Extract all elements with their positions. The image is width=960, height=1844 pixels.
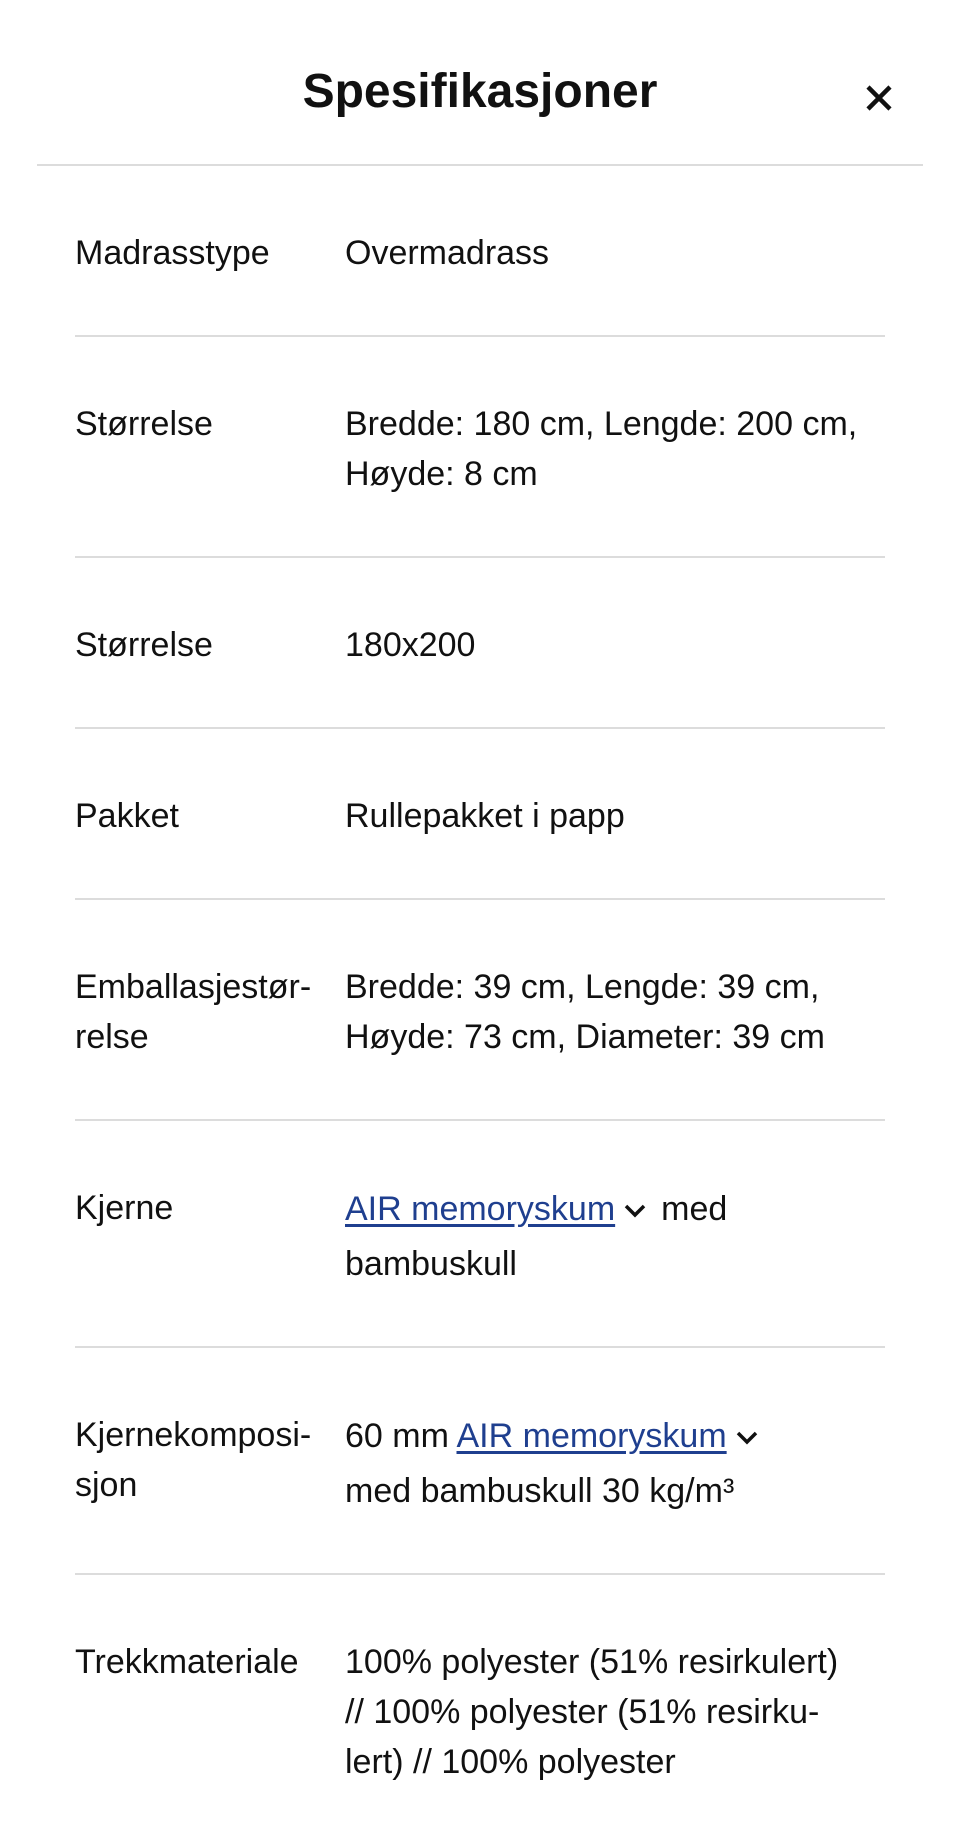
spec-row-madrasstype xyxy=(75,166,885,337)
spec-value-text: 60 mm xyxy=(345,1416,449,1455)
spec-label-line: Størrelse xyxy=(75,405,213,443)
spec-value xyxy=(345,791,885,841)
spec-value-text: med xyxy=(661,1189,728,1228)
spec-value-line xyxy=(345,1410,885,1466)
spec-value-line: Bredde: 39 cm, Lengde: 39 cm, xyxy=(345,968,820,1006)
spec-row-emballasjestorrelse xyxy=(75,900,885,1121)
spec-list xyxy=(75,166,885,1844)
spec-value-line: Rullepakket i papp xyxy=(345,797,625,835)
chevron-down-icon[interactable] xyxy=(735,1410,759,1460)
spec-value xyxy=(345,620,885,670)
spec-value xyxy=(345,1637,885,1787)
spec-label-line: Kjernekomposi- xyxy=(75,1416,312,1454)
spec-label: Madrasstype xyxy=(75,234,270,272)
spec-value xyxy=(345,399,885,499)
spec-label: Trekkmateriale xyxy=(75,1643,299,1681)
spec-value-line: Høyde: 8 cm xyxy=(345,455,538,493)
spec-value-line: med bambuskull 30 kg/m³ xyxy=(345,1472,735,1510)
spec-value xyxy=(345,1183,885,1289)
chevron-down-icon[interactable] xyxy=(623,1183,647,1233)
close-icon xyxy=(864,83,894,113)
spec-label-line: Emballasjestør- xyxy=(75,968,312,1006)
spec-label: Kjerne xyxy=(75,1189,174,1227)
spec-row-pakket xyxy=(75,729,885,900)
spec-label xyxy=(75,1410,345,1516)
spec-value xyxy=(345,962,885,1062)
spec-value-line: bambuskull xyxy=(345,1245,517,1283)
spec-row-kjerne xyxy=(75,1121,885,1348)
spec-row-trekkmateriale xyxy=(75,1575,885,1844)
spec-value-line: Høyde: 73 cm, Diameter: 39 cm xyxy=(345,1018,825,1056)
air-memoryskum-link[interactable]: AIR memoryskum xyxy=(456,1416,727,1455)
spec-label xyxy=(75,962,345,1062)
spec-value xyxy=(345,228,885,278)
spec-value-line: 180x200 xyxy=(345,626,476,664)
spec-value-line: Bredde: 180 cm, Lengde: 200 cm, xyxy=(345,405,858,443)
dialog-header xyxy=(37,0,923,166)
spec-label: Pakket xyxy=(75,797,179,835)
spec-value-line: // 100% polyester (51% resirku- xyxy=(345,1693,820,1731)
spec-value-line: lert) // 100% polyester xyxy=(345,1743,676,1781)
spec-value xyxy=(345,1410,885,1516)
spec-label xyxy=(75,399,345,499)
spec-value-line: Overmadrass xyxy=(345,234,550,272)
air-memoryskum-link[interactable]: AIR memoryskum xyxy=(345,1189,616,1228)
spec-label: Størrelse xyxy=(75,626,213,664)
spec-row-storrelse-dimensions xyxy=(75,337,885,558)
page-title: Spesifikasjoner xyxy=(302,65,658,118)
spec-label-line: sjon xyxy=(75,1466,138,1504)
close-button[interactable] xyxy=(855,74,903,122)
spec-value-line xyxy=(345,1183,885,1239)
spec-label-line: relse xyxy=(75,1018,149,1056)
spec-value-line: 100% polyester (51% resirkulert) xyxy=(345,1643,839,1681)
spec-row-kjernekomposisjon xyxy=(75,1348,885,1575)
spec-row-storrelse xyxy=(75,558,885,729)
